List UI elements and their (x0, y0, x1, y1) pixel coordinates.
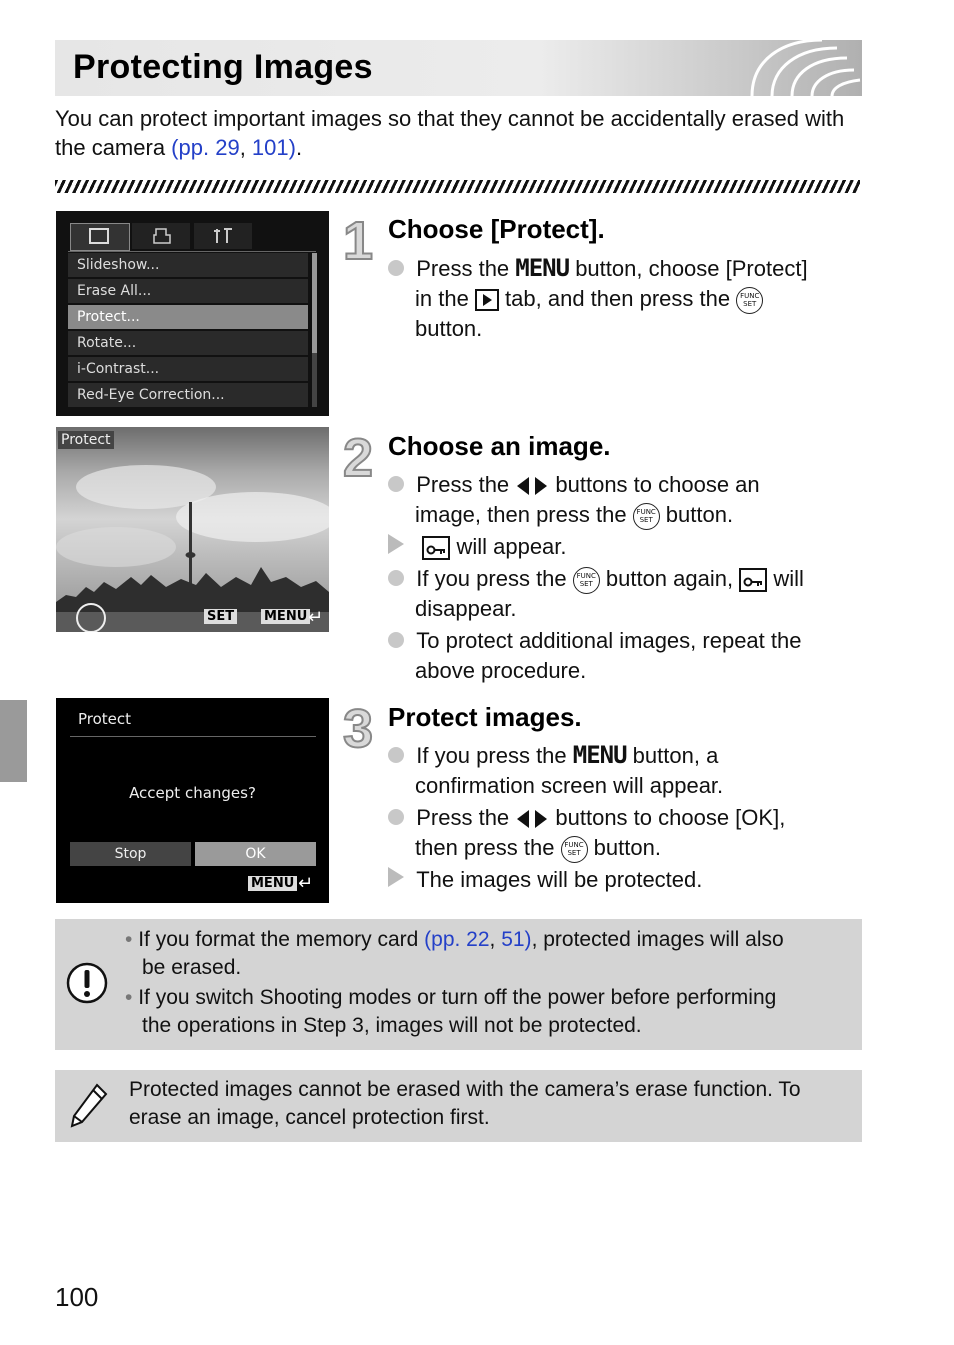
step-3-number: 3 (343, 699, 374, 759)
swirl-decoration-icon (742, 40, 862, 96)
key-icon (739, 568, 767, 592)
menu-item-slideshow: Slideshow... (68, 253, 308, 277)
tab-print (132, 223, 190, 249)
intro-text: You can protect important images so that they cannot be accidentally erased with the camera (55, 106, 845, 160)
menu-button-icon: MENU (515, 254, 570, 282)
intro-paragraph (55, 104, 865, 162)
s2-text: Press the (416, 472, 516, 497)
s2-text: will appear. (450, 534, 567, 559)
caution-text: , protected images will also (531, 928, 784, 951)
func-set-icon (633, 503, 660, 530)
func-label: FUNC (564, 840, 584, 849)
menu-item-red-eye: Red-Eye Correction... (68, 383, 308, 407)
menu-tab-bar (68, 221, 258, 249)
menu-scrollbar (312, 253, 317, 407)
protect-indicator-icon (76, 603, 106, 632)
s1-text: in the (415, 286, 475, 311)
city-skyline-photo (56, 427, 329, 632)
menu-item-erase-all: Erase All... (68, 279, 308, 303)
page-title: Protecting Images (73, 48, 373, 86)
step-2-number: 2 (343, 428, 374, 488)
bullet-icon (388, 632, 404, 648)
memo-line: Protected images cannot be erased with the camera’s erase function. To (129, 1078, 801, 1101)
intro-ref-open: (pp. (171, 135, 216, 160)
exclamation-icon (65, 961, 109, 1005)
s2-text: To protect additional images, repeat the (416, 628, 802, 653)
s3-text: If you press the (416, 743, 573, 768)
s2-text: button. (659, 502, 734, 527)
set-button-hint: SET (204, 609, 237, 624)
s2-text: If you press the (416, 566, 573, 591)
memo-note (55, 1070, 862, 1142)
s2-text: button again, (599, 566, 740, 591)
protect-label: Protect (58, 431, 114, 449)
set-label: SET (639, 515, 653, 524)
s2-text: disappear. (415, 596, 517, 621)
func-set-icon (561, 836, 588, 863)
s1-text: Press the (416, 256, 516, 281)
func-set-icon (573, 567, 600, 594)
confirm-screenshot (56, 698, 329, 903)
play-icon (89, 228, 109, 244)
set-label: SET (579, 579, 593, 588)
s3-text: buttons to choose [OK], (549, 805, 786, 830)
bullet-icon (388, 747, 404, 763)
s1-text: button, choose [Protect] (569, 256, 808, 281)
bullet-icon (388, 809, 404, 825)
bullet-icon (388, 260, 404, 276)
intro-ref-sep: , (239, 135, 252, 160)
func-label: FUNC (576, 571, 596, 580)
caution-text: If you format the memory card (138, 928, 425, 951)
chapter-tab (0, 700, 27, 782)
left-right-arrows-icon (515, 808, 549, 830)
page-number: 100 (55, 1282, 99, 1312)
step-3-body (388, 740, 868, 895)
menu-scroll-thumb (312, 253, 317, 353)
intro-end: . (295, 135, 303, 160)
hatched-divider (55, 180, 860, 193)
caution-text: be erased. (142, 956, 242, 979)
caution-text: If you switch Shooting modes or turn off the power before performing (138, 986, 777, 1009)
s2-text: will (767, 566, 804, 591)
s2-text: above procedure. (415, 658, 587, 683)
intro-ref-101[interactable]: 101) (251, 135, 296, 160)
step-1-body (388, 253, 868, 344)
bullet-icon (388, 570, 404, 586)
menu-item-rotate: Rotate... (68, 331, 308, 355)
bullet-icon (388, 476, 404, 492)
confirm-menu-hint: MENU (248, 876, 297, 891)
caution-text: the operations in Step 3, images will not be protected. (142, 1014, 642, 1037)
s3-text: Press the (416, 805, 516, 830)
s1-text: button. (415, 316, 483, 341)
tab-play (70, 223, 130, 251)
set-label: SET (567, 848, 581, 857)
photo-screenshot (56, 427, 329, 632)
menu-item-i-contrast: i-Contrast... (68, 357, 308, 381)
stop-button: Stop (70, 842, 191, 866)
caution-note (55, 919, 862, 1050)
tab-tools (194, 223, 252, 249)
s3-text: then press the (415, 835, 561, 860)
tools-icon (212, 227, 236, 245)
confirm-return-icon: ↵ (298, 873, 314, 893)
caution-ref-sep: , (489, 928, 502, 951)
step-1-title: Choose [Protect]. (388, 214, 605, 244)
key-glyph-icon (741, 572, 765, 592)
s1-text: tab, and then press the (498, 286, 737, 311)
result-arrow-icon (388, 867, 404, 887)
s3-text: button. (587, 835, 661, 860)
func-set-icon (736, 287, 763, 314)
s3-text: confirmation screen will appear. (415, 773, 724, 798)
left-right-arrows-icon (515, 475, 549, 497)
memo-text (129, 1076, 854, 1132)
menu-separator (68, 251, 316, 252)
s3-text: button, a (626, 743, 719, 768)
menu-screenshot (56, 211, 329, 416)
s3-text: The images will be protected. (416, 867, 703, 892)
s2-text: image, then press the (415, 502, 633, 527)
pencil-icon (69, 1082, 109, 1130)
func-label: FUNC (636, 507, 656, 516)
confirm-question: Accept changes? (129, 784, 256, 802)
play-icon (475, 289, 499, 311)
caution-list: • If you format the memory card (pp. 22, 51), protected images will also be erased. • If you switch Shooting modes or turn off the power before performing the operations in Step 3, images will not be protected. (125, 926, 855, 1040)
print-icon (152, 227, 172, 245)
confirm-title: Protect (78, 710, 132, 728)
step-2-body (388, 470, 868, 686)
key-glyph-icon (424, 540, 448, 560)
ok-button: OK (195, 842, 316, 866)
menu-button-icon: MENU (572, 741, 627, 769)
return-icon: ↵ (308, 607, 324, 627)
func-label: FUNC (740, 291, 760, 300)
menu-button-hint: MENU (261, 609, 310, 624)
result-arrow-icon (388, 534, 404, 554)
title-banner (55, 40, 862, 96)
intro-ref-29[interactable]: 29 (215, 135, 240, 160)
caution-ref-open: (pp. (424, 928, 467, 951)
key-icon (422, 536, 450, 560)
confirm-separator (70, 736, 316, 737)
step-2-title: Choose an image. (388, 431, 611, 461)
set-label: SET (743, 299, 757, 308)
caution-ref-22[interactable]: 22 (466, 928, 490, 951)
step-1-number: 1 (343, 211, 374, 271)
s2-text: buttons to choose an (549, 472, 760, 497)
step-3-title: Protect images. (388, 702, 582, 732)
memo-line: erase an image, cancel protection first. (129, 1106, 490, 1129)
caution-ref-51[interactable]: 51) (501, 928, 532, 951)
menu-item-protect: Protect... (68, 305, 308, 329)
